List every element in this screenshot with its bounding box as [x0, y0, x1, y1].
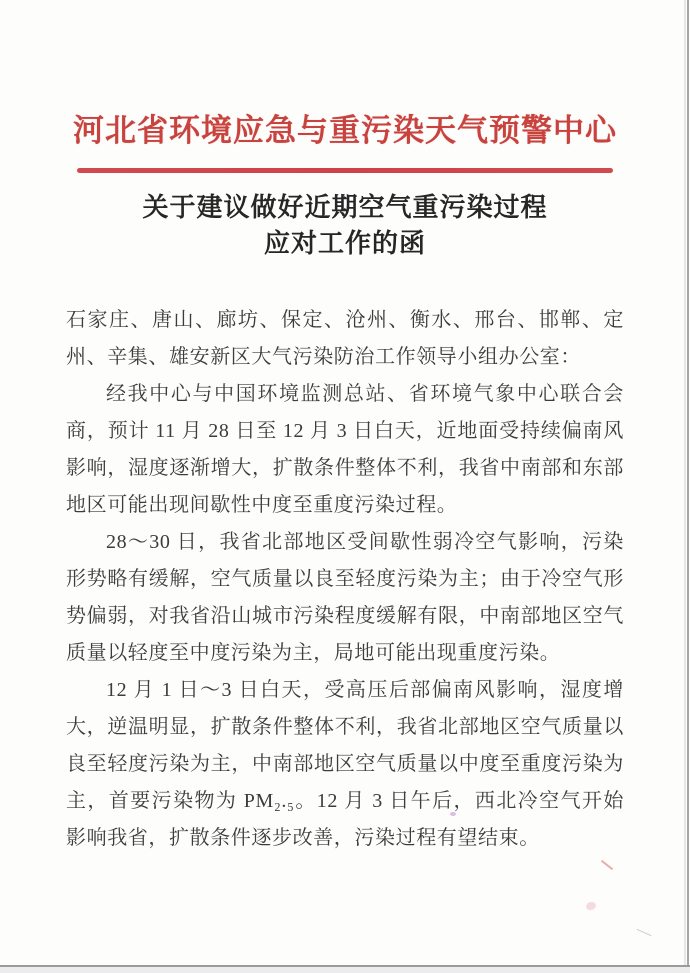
salutation-paragraph: 石家庄、唐山、廊坊、保定、沧州、衡水、邢台、邯郸、定州、辛集、雄安新区大气污染防治工作领导小组办公室：: [66, 308, 624, 368]
scan-edge-right-soft: [684, 0, 686, 973]
body-paragraph: 28～30 日，我省北部地区受间歇性弱冷空气影响，污染形势略有缓解，空气质量以良至轻度污染为主；由于冷空气形势偏弱，对我省沿山城市污染程度缓解有限，中南部地区空气质量以轻度至中度污染为主，局地可能出现重度污染。: [66, 530, 624, 664]
scan-artifact-pink-smudge: [585, 901, 597, 912]
letterhead-rule: [77, 168, 613, 173]
body-paragraph: 12 月 1 日～3 日白天，受高压后部偏南风影响，湿度增大，逆温明显，扩散条件整体不利，我省北部地区空气质量以良至轻度污染为主，中南部地区空气质量以中度至重度污染为主，首要污染物为 PM₂.₅。12 月 3 日午后，西北冷空气开始影响我省，扩散条件逐步改善，污染过程有望结束。: [66, 678, 624, 849]
scan-edge-right: [687, 0, 689, 973]
document-body: [66, 302, 624, 857]
document-title-line2: 应对工作的函: [263, 228, 426, 258]
document-title: [0, 190, 690, 262]
letterhead-title: 河北省环境应急与重污染天气预警中心: [73, 113, 617, 148]
document-title-line1: 关于建议做好近期空气重污染过程: [142, 192, 548, 222]
scan-artifact-red-scratch: [601, 860, 613, 870]
scan-artifact-gray-scratch: [636, 929, 651, 936]
scan-edge-bottom: [0, 965, 690, 973]
body-paragraph: 经我中心与中国环境监测总站、省环境气象中心联合会商，预计 11 月 28 日至 12 月 3 日白天，近地面受持续偏南风影响，湿度逐渐增大，扩散条件整体不利，我省中南部和东部地区可能出现间歇性中度至重度污染过程。: [66, 382, 624, 516]
